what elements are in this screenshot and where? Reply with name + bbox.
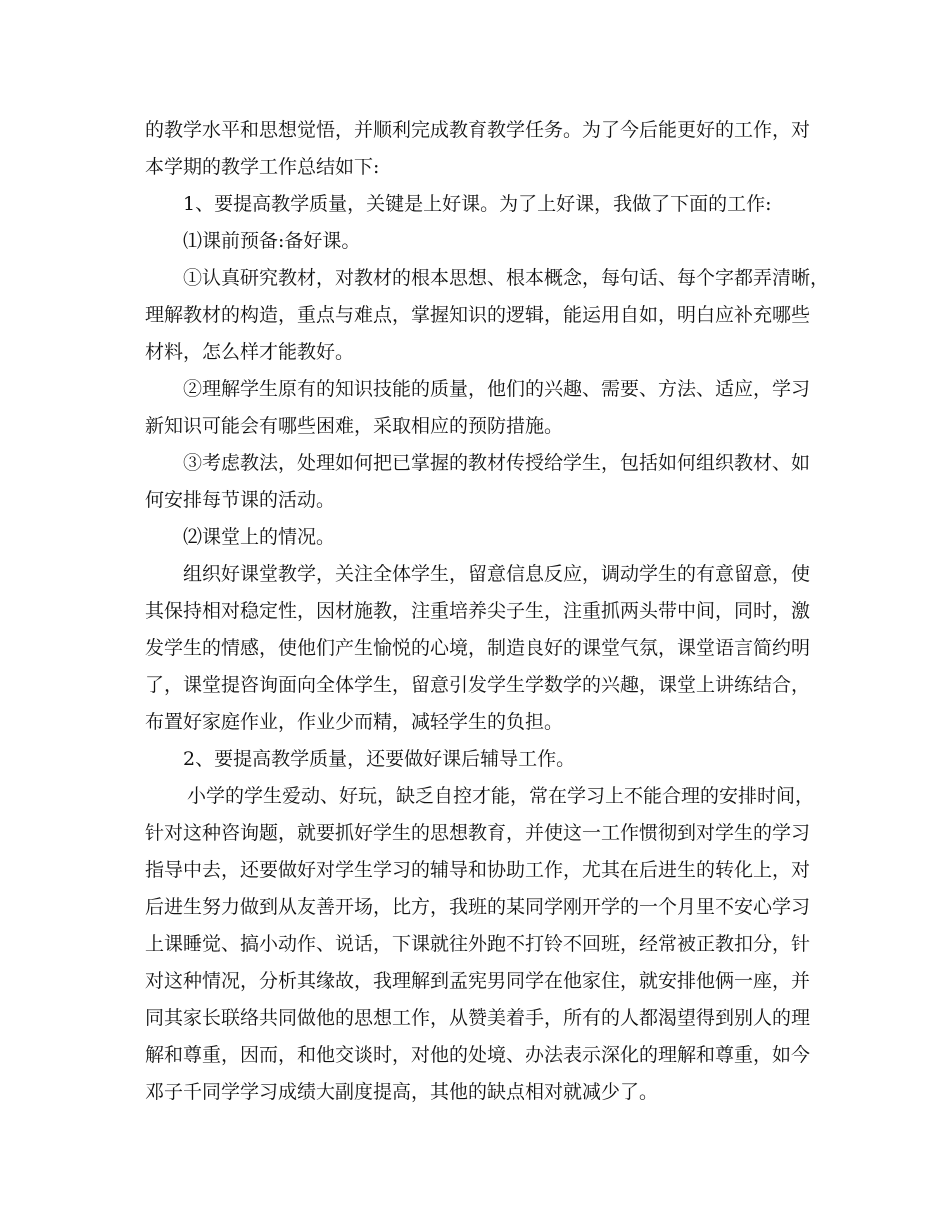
text-line: 组织好课堂教学，关注全体学生，留意信息反应，调动学生的有意留意，使 xyxy=(183,563,811,585)
text-line: 对这种情况，分析其缘故，我理解到孟宪男同学在他家住，就安排他俩一座，并 xyxy=(145,970,811,992)
text-line: ②理解学生原有的知识技能的质量，他们的兴趣、需要、方法、适应，学习 xyxy=(183,378,811,400)
text-line: 指导中去，还要做好对学生学习的辅导和协助工作，尤其在后进生的转化上，对 xyxy=(145,859,811,881)
text-line: 材料，怎么样才能教好。 xyxy=(145,341,355,363)
text-line: 其保持相对稳定性，因材施教，注重培养尖子生，注重抓两头带中间，同时，激 xyxy=(145,600,811,622)
text-line: 的教学水平和思想觉悟，并顺利完成教育教学任务。为了今后能更好的工作，对 xyxy=(145,119,811,141)
subsection-heading: ⑴课前预备:备好课。 xyxy=(183,230,361,252)
text-line: 新知识可能会有哪些困难，采取相应的预防措施。 xyxy=(145,415,564,437)
section-heading: 1、要提高教学质量，关键是上好课。为了上好课，我做了下面的工作: xyxy=(183,193,772,215)
subsection-heading: ⑵课堂上的情况。 xyxy=(183,526,336,548)
document-body xyxy=(145,112,830,1111)
text-line: 发学生的情感，使他们产生愉悦的心境，制造良好的课堂气氛，课堂语言简约明 xyxy=(145,637,811,659)
text-line: 针对这种咨询题，就要抓好学生的思想教育，并使这一工作惯彻到对学生的学习 xyxy=(145,822,811,844)
text-line: 何安排每节课的活动。 xyxy=(145,489,336,511)
text-line: 本学期的教学工作总结如下: xyxy=(145,156,380,178)
text-line: 理解教材的构造，重点与难点，掌握知识的逻辑，能运用自如，明白应补充哪些 xyxy=(145,304,811,326)
text-line: 解和尊重，因而，和他交谈时，对他的处境、办法表示深化的理解和尊重，如今 xyxy=(145,1044,811,1066)
text-line: 邓子千同学学习成绩大副度提高，其他的缺点相对就减少了。 xyxy=(145,1081,659,1103)
text-line: 后进生努力做到从友善开场，比方，我班的某同学刚开学的一个月里不安心学习 xyxy=(145,896,811,918)
text-line: 布置好家庭作业，作业少而精，减轻学生的负担。 xyxy=(145,711,564,733)
text-line: 了，课堂提咨询面向全体学生，留意引发学生学数学的兴趣，课堂上讲练结合， xyxy=(145,674,811,696)
text-line: ①认真研究教材，对教材的根本思想、根本概念，每句话、每个字都弄清晰， xyxy=(183,267,830,289)
text-line: 小学的学生爱动、好玩，缺乏自控才能，常在学习上不能合理的安排时间， xyxy=(187,785,815,807)
text-line: 上课睡觉、搞小动作、说话，下课就往外跑不打铃不回班，经常被正教扣分，针 xyxy=(145,933,811,955)
text-line: ③考虑教法，处理如何把已掌握的教材传授给学生，包括如何组织教材、如 xyxy=(183,452,811,474)
section-heading: 2、要提高教学质量，还要做好课后辅导工作。 xyxy=(183,748,576,770)
text-line: 同其家长联络共同做他的思想工作，从赞美着手，所有的人都渴望得到别人的理 xyxy=(145,1007,811,1029)
